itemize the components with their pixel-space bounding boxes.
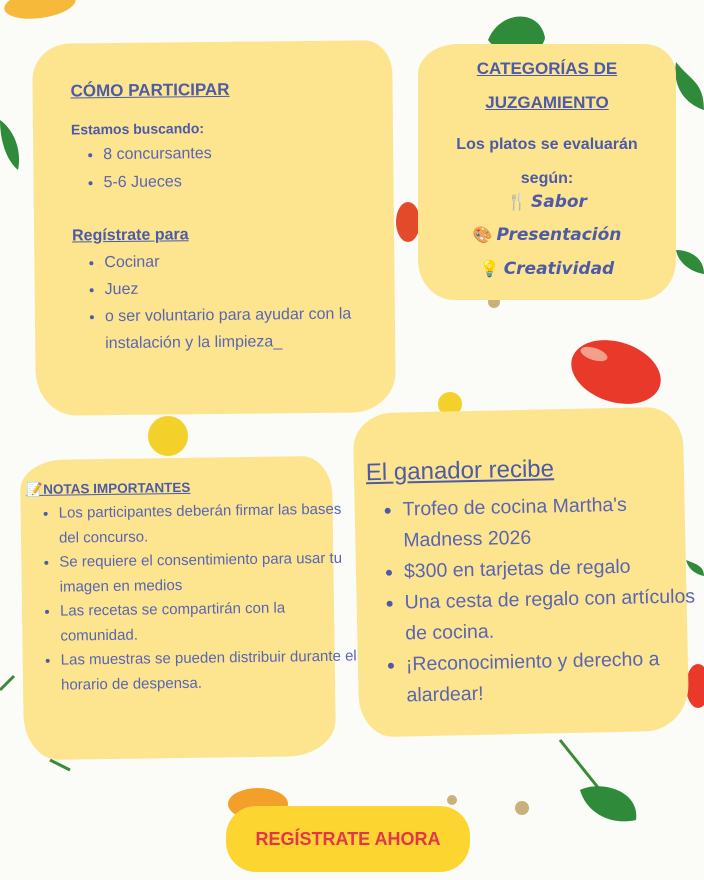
yellow-cherry-tomato <box>148 416 188 456</box>
list-item: • 8 concursantes <box>103 138 423 169</box>
tomato <box>396 202 420 242</box>
criterion-presentation: 🎨 Presentación <box>472 225 622 245</box>
palette-icon: 🎨 <box>472 225 493 244</box>
yellow-pepper <box>2 0 77 23</box>
memo-icon: 📝 <box>26 481 44 498</box>
fork-knife-icon: 🍴 <box>507 192 527 211</box>
how-to-participate-card <box>32 40 396 416</box>
list-item: • Las recetas se compartirán con la comunidad. <box>60 595 361 648</box>
how-to-participate-title: CÓMO PARTICIPAR <box>70 79 230 101</box>
looking-for-label: Estamos buscando: <box>70 120 205 138</box>
spinach-leaf <box>580 786 636 821</box>
list-item: • Una cesta de regalo con artículos de cocina. <box>404 581 704 649</box>
lightbulb-icon: 💡 <box>479 259 500 278</box>
list-item: • Juez <box>104 273 424 303</box>
list-item: • o ser voluntario para ayudar con la instalación y la limpieza_ <box>105 300 426 357</box>
winner-prizes-list <box>368 488 704 712</box>
important-notes-card <box>20 456 357 760</box>
important-notes-title: 📝NOTAS IMPORTANTES <box>26 479 191 498</box>
winner-title: El ganador recibe <box>365 455 555 487</box>
list-item: • ¡Reconocimiento y derecho a alardear! <box>406 643 704 711</box>
list-item: • $300 en tarjetas de regalo <box>404 550 704 587</box>
judging-categories-card <box>418 44 676 300</box>
judging-intro: Los platos se evaluarán según: <box>456 136 638 187</box>
spinach-leaf <box>0 120 19 170</box>
list-item: • Cocinar <box>104 246 424 276</box>
tomato <box>563 329 669 414</box>
spinach-leaf <box>675 62 704 110</box>
seed <box>515 801 529 815</box>
looking-for-list <box>69 138 424 198</box>
spinach-leaf <box>676 250 704 274</box>
judging-categories-title: CATEGORÍAS DE JUZGAMIENTO <box>476 59 618 112</box>
list-item: • Los participantes deberán firmar las bases del concurso. <box>59 497 360 550</box>
important-notes-list <box>25 497 362 698</box>
spinach-stem <box>50 760 70 770</box>
list-item: • 5-6 Jueces <box>103 166 423 197</box>
criterion-creativity: 💡 Creatividad <box>479 259 615 279</box>
spinach-stem <box>560 740 600 790</box>
register-for-list <box>70 246 425 358</box>
winner-prizes-card <box>353 407 696 738</box>
list-item: • Las muestras se pueden distribuir durante el horario de despensa. <box>61 644 362 697</box>
register-now-button[interactable]: REGÍSTRATE AHORA <box>226 806 470 872</box>
seed <box>447 795 457 805</box>
list-item: • Se requiere el consentimiento para usar tu imagen en medios <box>59 546 360 599</box>
criterion-flavor: 🍴 Sabor <box>507 192 587 212</box>
list-item: • Trofeo de cocina Martha's Madness 2026 <box>402 488 704 556</box>
register-for-title: Regístrate para <box>71 226 189 245</box>
spinach-stem <box>0 676 14 690</box>
